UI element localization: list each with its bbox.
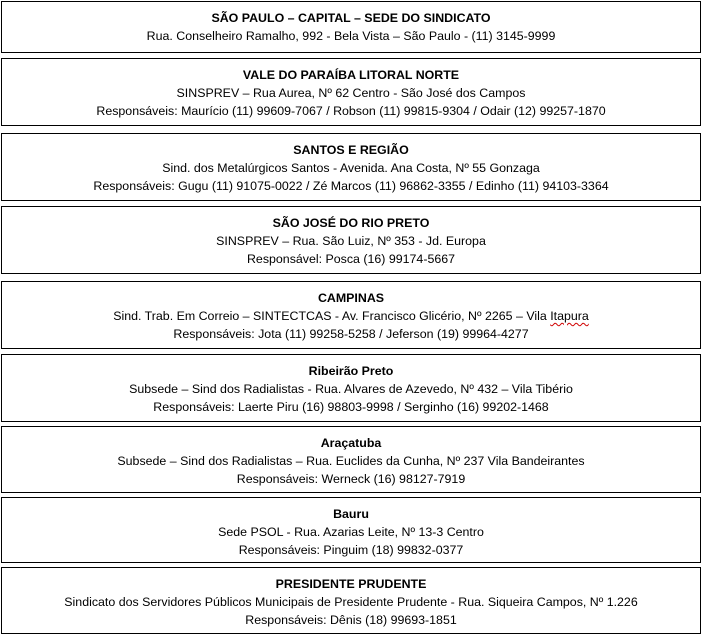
location-address-main: Sind. Trab. Em Correio – SINTECTCAS - Av. Francisco Glicério, Nº 2265 – Vila	[113, 309, 551, 323]
location-contacts: Responsáveis: Pinguim (18) 99832-0377	[238, 543, 464, 557]
location-title: CAMPINAS	[317, 291, 385, 305]
location-address: Sede PSOL - Rua. Azarias Leite, Nº 13-3 Centro	[218, 525, 484, 539]
location-title: VALE DO PARAÍBA LITORAL NORTE	[242, 68, 460, 82]
location-title: SÃO JOSÉ DO RIO PRETO	[272, 216, 430, 230]
location-title: SÃO PAULO – CAPITAL – SEDE DO SINDICATO	[211, 11, 491, 25]
location-contacts: Responsáveis: Laerte Piru (16) 98803-9998 / Serginho (16) 99202-1468	[153, 400, 549, 414]
location-address: Subsede – Sind dos Radialistas - Rua. Alvares de Azevedo, Nº 432 – Vila Tibério	[129, 382, 573, 396]
location-box-campinas	[1, 281, 701, 349]
location-address: SINSPREV – Rua. São Luiz, Nº 353 - Jd. Europa	[216, 234, 486, 248]
location-box-presidente-prudente	[1, 567, 701, 634]
location-box-santos	[1, 133, 701, 201]
location-address	[2, 307, 700, 325]
spellcheck-flagged-word: Itapura	[550, 309, 589, 323]
location-contacts: Responsáveis: Dênis (18) 99693-1851	[245, 613, 457, 627]
location-contacts: Responsáveis: Jota (11) 99258-5258 / Jeferson (19) 99964-4277	[173, 327, 529, 341]
location-title: PRESIDENTE PRUDENTE	[275, 577, 427, 591]
location-address: Sindicato dos Servidores Públicos Municipais de Presidente Prudente - Rua. Siqueira Campos, Nº 1.226	[64, 595, 638, 609]
location-title: Ribeirão Preto	[308, 364, 394, 378]
location-title: Araçatuba	[320, 436, 382, 450]
location-contacts: Responsáveis: Maurício (11) 99609-7067 / Robson (11) 99815-9304 / Odair (12) 99257-1870	[96, 104, 606, 118]
location-contacts: Responsáveis: Gugu (11) 91075-0022 / Zé Marcos (11) 96862-3355 / Edinho (11) 94103-3364	[93, 179, 609, 193]
location-address: Subsede – Sind dos Radialistas – Rua. Euclides da Cunha, Nº 237 Vila Bandeirantes	[117, 454, 585, 468]
location-address: Rua. Conselheiro Ramalho, 992 - Bela Vista – São Paulo - (11) 3145-9999	[146, 29, 556, 43]
location-contacts: Responsável: Posca (16) 99174-5667	[246, 252, 456, 266]
location-address: Sind. dos Metalúrgicos Santos - Avenida. Ana Costa, Nº 55 Gonzaga	[162, 161, 540, 175]
location-box-aracatuba	[1, 426, 701, 493]
location-title: SANTOS E REGIÃO	[293, 143, 409, 157]
location-box-ribeirao-preto	[1, 354, 701, 422]
location-title: Bauru	[333, 507, 369, 521]
location-box-vale-do-paraiba	[1, 58, 701, 126]
location-box-sao-jose-do-rio-preto	[1, 206, 701, 274]
location-box-sao-paulo	[1, 1, 701, 53]
location-box-bauru	[1, 497, 701, 563]
location-contacts: Responsáveis: Werneck (16) 98127-7919	[236, 472, 466, 486]
location-address: SINSPREV – Rua Aurea, Nº 62 Centro - São José dos Campos	[176, 86, 526, 100]
